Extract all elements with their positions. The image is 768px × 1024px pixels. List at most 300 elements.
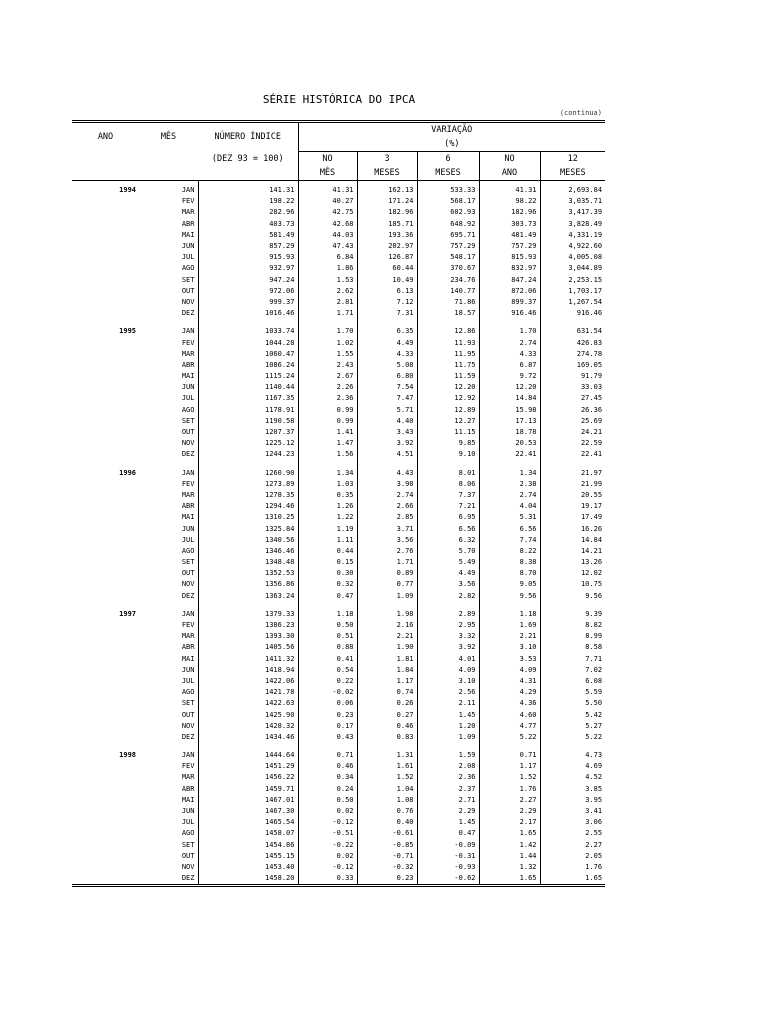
var-3m-cell: 5.08 — [357, 360, 417, 371]
month-cell: AGO — [181, 405, 195, 414]
year-cell: 1997 — [119, 609, 136, 618]
month-cell: MAI — [181, 513, 195, 522]
table-row — [72, 535, 605, 546]
var-year-cell: 757.29 — [479, 241, 540, 252]
var-year-cell: 1.18 — [479, 605, 540, 620]
year-cell — [72, 196, 139, 207]
var-3m-cell: 0.23 — [357, 873, 417, 886]
index-cell: 282.96 — [198, 207, 298, 218]
year-cell — [72, 732, 139, 743]
var-year-cell: 899.37 — [479, 297, 540, 308]
table-row — [72, 851, 605, 862]
year-cell — [72, 490, 139, 501]
var-12m-cell: 5.22 — [540, 732, 605, 743]
table-row — [72, 687, 605, 698]
month-cell: OUT — [181, 710, 195, 719]
index-cell: 1356.86 — [198, 579, 298, 590]
var-6m-cell: 533.33 — [417, 181, 479, 197]
table-row — [72, 405, 605, 416]
var-month-cell: 0.30 — [298, 568, 357, 579]
var-12m-cell: 8.99 — [540, 631, 605, 642]
var-3m-cell: 2.21 — [357, 631, 417, 642]
var-12m-cell: 25.69 — [540, 416, 605, 427]
var-month-cell: 0.17 — [298, 721, 357, 732]
var-year-cell: 2.21 — [479, 631, 540, 642]
var-month-cell: 0.71 — [298, 746, 357, 761]
var-12m-cell: 3.41 — [540, 806, 605, 817]
var-month-cell: 6.84 — [298, 252, 357, 263]
table-row — [72, 605, 605, 620]
var-month-cell: 2.81 — [298, 297, 357, 308]
month-cell: DEZ — [181, 591, 195, 600]
var-month-cell: 2.43 — [298, 360, 357, 371]
year-cell — [72, 360, 139, 371]
var-12m-cell: 8.58 — [540, 642, 605, 653]
var-year-cell: 1.52 — [479, 772, 540, 783]
var-3m-cell: 10.49 — [357, 275, 417, 286]
var-3m-cell: 4.51 — [357, 449, 417, 460]
var-month-cell: 47.43 — [298, 241, 357, 252]
var-6m-cell: 5.70 — [417, 546, 479, 557]
var-year-cell: 872.06 — [479, 286, 540, 297]
table-row — [72, 568, 605, 579]
month-cell: FEV — [181, 762, 195, 771]
var-month-cell: 0.22 — [298, 676, 357, 687]
year-cell — [72, 349, 139, 360]
table-row — [72, 546, 605, 557]
var-year-cell: 1.44 — [479, 851, 540, 862]
var-3m-cell: 3.71 — [357, 523, 417, 534]
var-month-cell: 0.50 — [298, 620, 357, 631]
table-row — [72, 371, 605, 382]
table-row — [72, 263, 605, 274]
var-12m-cell: 631.54 — [540, 322, 605, 337]
var-month-cell: 0.23 — [298, 709, 357, 720]
table-header — [72, 122, 605, 181]
var-year-cell: 481.49 — [479, 230, 540, 241]
var-month-cell: 1.18 — [298, 605, 357, 620]
index-cell: 1418.94 — [198, 665, 298, 676]
var-month-cell: 2.26 — [298, 382, 357, 393]
var-12m-cell: 9.39 — [540, 605, 605, 620]
table-row — [72, 654, 605, 665]
index-cell: 1467.30 — [198, 806, 298, 817]
year-cell — [72, 546, 139, 557]
index-cell: 1190.58 — [198, 416, 298, 427]
var-year-cell: 1.69 — [479, 620, 540, 631]
var-12m-cell: 426.83 — [540, 337, 605, 348]
index-cell: 1340.56 — [198, 535, 298, 546]
var-year-cell: 1.76 — [479, 784, 540, 795]
month-cell: MAI — [181, 795, 195, 804]
table-row — [72, 252, 605, 263]
var-year-cell: 5.22 — [479, 732, 540, 743]
var-3m-cell: 2.76 — [357, 546, 417, 557]
var-month-cell: 41.31 — [298, 181, 357, 197]
var-6m-cell: 12.20 — [417, 382, 479, 393]
month-cell: SET — [181, 416, 195, 425]
var-12m-cell: 26.36 — [540, 405, 605, 416]
var-year-cell: 0.71 — [479, 746, 540, 761]
index-cell: 1411.32 — [198, 654, 298, 665]
var-6m-cell: 12.89 — [417, 405, 479, 416]
var-year-cell: 2.17 — [479, 817, 540, 828]
table-row — [72, 676, 605, 687]
var-6m-cell: 2.71 — [417, 795, 479, 806]
var-6m-cell: 3.56 — [417, 579, 479, 590]
var-12m-cell: 2,253.15 — [540, 275, 605, 286]
var-6m-cell: 4.49 — [417, 568, 479, 579]
var-12m-cell: 21.97 — [540, 464, 605, 479]
year-cell — [72, 416, 139, 427]
var-month-cell: 0.35 — [298, 490, 357, 501]
year-cell — [72, 286, 139, 297]
header-ano: ANO — [72, 122, 139, 152]
var-6m-cell: 370.67 — [417, 263, 479, 274]
index-cell: 1244.23 — [198, 449, 298, 460]
var-month-cell: 0.44 — [298, 546, 357, 557]
index-cell: 1465.54 — [198, 817, 298, 828]
var-6m-cell: 3.32 — [417, 631, 479, 642]
var-3m-cell: 4.40 — [357, 416, 417, 427]
var-3m-cell: 2.85 — [357, 512, 417, 523]
var-month-cell: 42.75 — [298, 207, 357, 218]
table-row — [72, 207, 605, 218]
month-cell: JUN — [181, 807, 195, 816]
var-12m-cell: 22.59 — [540, 438, 605, 449]
month-cell: FEV — [181, 338, 195, 347]
table-row — [72, 337, 605, 348]
year-cell — [72, 405, 139, 416]
table-body — [72, 181, 605, 886]
month-cell: OUT — [181, 286, 195, 295]
var-12m-cell: 10.75 — [540, 579, 605, 590]
var-3m-cell: 171.24 — [357, 196, 417, 207]
var-6m-cell: 1.09 — [417, 732, 479, 743]
month-cell: SET — [181, 558, 195, 567]
var-12m-cell: 3,828.49 — [540, 219, 605, 230]
var-year-cell: 847.24 — [479, 275, 540, 286]
index-cell: 1278.35 — [198, 490, 298, 501]
var-12m-cell: 2.55 — [540, 828, 605, 839]
index-cell: 1458.07 — [198, 828, 298, 839]
var-month-cell: 1.56 — [298, 449, 357, 460]
var-year-cell: 8.70 — [479, 568, 540, 579]
var-3m-cell: 1.52 — [357, 772, 417, 783]
index-cell: 1451.29 — [198, 761, 298, 772]
month-cell: ABR — [181, 360, 195, 369]
table-row — [72, 620, 605, 631]
var-6m-cell: 2.08 — [417, 761, 479, 772]
index-cell: 1225.12 — [198, 438, 298, 449]
var-month-cell: 0.99 — [298, 416, 357, 427]
index-cell: 999.37 — [198, 297, 298, 308]
var-6m-cell: 2.11 — [417, 698, 479, 709]
var-6m-cell: 3.10 — [417, 676, 479, 687]
var-6m-cell: 9.85 — [417, 438, 479, 449]
month-cell: MAI — [181, 372, 195, 381]
var-3m-cell: 162.13 — [357, 181, 417, 197]
var-year-cell: 17.13 — [479, 416, 540, 427]
index-cell: 1455.15 — [198, 851, 298, 862]
var-3m-cell: 7.12 — [357, 297, 417, 308]
var-6m-cell: 1.59 — [417, 746, 479, 761]
index-cell: 1363.24 — [198, 591, 298, 602]
var-6m-cell: 2.37 — [417, 784, 479, 795]
month-cell: JUL — [181, 253, 195, 262]
var-6m-cell: 4.01 — [417, 654, 479, 665]
var-month-cell: 0.54 — [298, 665, 357, 676]
table-row — [72, 784, 605, 795]
index-cell: 1260.90 — [198, 464, 298, 479]
var-3m-cell: 0.46 — [357, 721, 417, 732]
var-6m-cell: 140.77 — [417, 286, 479, 297]
index-cell: 1444.64 — [198, 746, 298, 761]
month-cell: DEZ — [181, 309, 195, 318]
var-12m-cell: 3,044.89 — [540, 263, 605, 274]
table-row — [72, 579, 605, 590]
var-month-cell: 0.02 — [298, 806, 357, 817]
year-cell — [72, 337, 139, 348]
var-year-cell: 1.65 — [479, 873, 540, 886]
var-3m-cell: 1.81 — [357, 654, 417, 665]
month-cell: NOV — [181, 721, 195, 730]
year-cell — [72, 772, 139, 783]
month-cell: JUL — [181, 535, 195, 544]
year-cell — [72, 828, 139, 839]
month-cell: JAN — [181, 186, 195, 195]
var-year-cell: 815.93 — [479, 252, 540, 263]
var-month-cell: -0.12 — [298, 817, 357, 828]
index-cell: 1167.35 — [198, 393, 298, 404]
table-row — [72, 557, 605, 568]
var-12m-cell: 4.52 — [540, 772, 605, 783]
var-3m-cell: -0.71 — [357, 851, 417, 862]
month-cell: JUN — [181, 383, 195, 392]
year-cell — [72, 535, 139, 546]
index-cell: 1346.46 — [198, 546, 298, 557]
var-month-cell: 0.02 — [298, 851, 357, 862]
var-12m-cell: 5.59 — [540, 687, 605, 698]
index-cell: 1044.28 — [198, 337, 298, 348]
var-6m-cell: 6.32 — [417, 535, 479, 546]
var-3m-cell: 0.74 — [357, 687, 417, 698]
var-3m-cell: 3.56 — [357, 535, 417, 546]
index-cell: 1458.20 — [198, 873, 298, 886]
var-3m-cell: 60.44 — [357, 263, 417, 274]
var-12m-cell: 12.02 — [540, 568, 605, 579]
index-cell: 1422.63 — [198, 698, 298, 709]
var-3m-cell: 1.17 — [357, 676, 417, 687]
var-6m-cell: 1.45 — [417, 709, 479, 720]
var-month-cell: 1.03 — [298, 479, 357, 490]
index-cell: 932.97 — [198, 263, 298, 274]
year-cell — [72, 784, 139, 795]
index-cell: 1405.56 — [198, 642, 298, 653]
month-cell: MAR — [181, 208, 195, 217]
var-month-cell: 0.34 — [298, 772, 357, 783]
var-6m-cell: -0.93 — [417, 862, 479, 873]
month-cell: JUL — [181, 676, 195, 685]
index-cell: 915.93 — [198, 252, 298, 263]
var-12m-cell: 169.05 — [540, 360, 605, 371]
var-12m-cell: 17.49 — [540, 512, 605, 523]
var-6m-cell: 1.45 — [417, 817, 479, 828]
table-row — [72, 665, 605, 676]
var-3m-cell: 4.49 — [357, 337, 417, 348]
month-cell: AGO — [181, 688, 195, 697]
var-6m-cell: 548.17 — [417, 252, 479, 263]
var-6m-cell: 12.86 — [417, 322, 479, 337]
var-3m-cell: 1.84 — [357, 665, 417, 676]
month-cell: SET — [181, 699, 195, 708]
var-3m-cell: 1.71 — [357, 557, 417, 568]
month-cell: SET — [181, 840, 195, 849]
month-cell: FEV — [181, 621, 195, 630]
month-cell: JAN — [181, 751, 195, 760]
var-3m-cell: 1.98 — [357, 605, 417, 620]
var-6m-cell: 568.17 — [417, 196, 479, 207]
table-row — [72, 862, 605, 873]
var-6m-cell: 18.57 — [417, 308, 479, 319]
var-12m-cell: 2.05 — [540, 851, 605, 862]
month-cell: AGO — [181, 264, 195, 273]
var-12m-cell: 1,703.17 — [540, 286, 605, 297]
var-month-cell: 0.46 — [298, 761, 357, 772]
var-year-cell: 4.33 — [479, 349, 540, 360]
var-year-cell: 4.04 — [479, 501, 540, 512]
index-cell: 141.31 — [198, 181, 298, 197]
year-cell — [72, 382, 139, 393]
var-year-cell: 303.73 — [479, 219, 540, 230]
index-cell: 1115.24 — [198, 371, 298, 382]
year-cell — [72, 479, 139, 490]
month-cell: JUL — [181, 818, 195, 827]
var-year-cell: 7.74 — [479, 535, 540, 546]
var-6m-cell: -0.31 — [417, 851, 479, 862]
var-3m-cell: 6.35 — [357, 322, 417, 337]
var-12m-cell: 3.95 — [540, 795, 605, 806]
year-cell: 1995 — [119, 327, 136, 336]
table-row — [72, 591, 605, 602]
table-row — [72, 772, 605, 783]
var-month-cell: 2.62 — [298, 286, 357, 297]
index-cell: 1421.78 — [198, 687, 298, 698]
month-cell: OUT — [181, 569, 195, 578]
var-month-cell: 0.41 — [298, 654, 357, 665]
header-6: 6 — [417, 152, 479, 167]
table-row — [72, 393, 605, 404]
table-row — [72, 721, 605, 732]
month-cell: MAR — [181, 490, 195, 499]
year-cell — [72, 620, 139, 631]
var-year-cell: 1.70 — [479, 322, 540, 337]
var-3m-cell: 6.80 — [357, 371, 417, 382]
table-row — [72, 840, 605, 851]
index-cell: 1467.01 — [198, 795, 298, 806]
var-month-cell: 0.24 — [298, 784, 357, 795]
year-cell — [72, 438, 139, 449]
month-cell: JUN — [181, 524, 195, 533]
var-month-cell: 0.06 — [298, 698, 357, 709]
month-cell: MAI — [181, 230, 195, 239]
var-3m-cell: 4.43 — [357, 464, 417, 479]
var-12m-cell: 91.79 — [540, 371, 605, 382]
year-cell — [72, 687, 139, 698]
var-3m-cell: 7.54 — [357, 382, 417, 393]
var-12m-cell: 6.08 — [540, 676, 605, 687]
var-month-cell: 0.51 — [298, 631, 357, 642]
table-row — [72, 631, 605, 642]
index-cell: 1178.91 — [198, 405, 298, 416]
var-3m-cell: 2.16 — [357, 620, 417, 631]
index-cell: 1454.86 — [198, 840, 298, 851]
index-cell: 1140.44 — [198, 382, 298, 393]
var-12m-cell: 33.03 — [540, 382, 605, 393]
index-cell: 1294.46 — [198, 501, 298, 512]
var-3m-cell: 126.87 — [357, 252, 417, 263]
index-cell: 1393.30 — [198, 631, 298, 642]
var-12m-cell: 21.99 — [540, 479, 605, 490]
var-12m-cell: 1.65 — [540, 873, 605, 886]
table-row — [72, 642, 605, 653]
table-row — [72, 806, 605, 817]
var-12m-cell: 13.26 — [540, 557, 605, 568]
index-cell: 1086.24 — [198, 360, 298, 371]
var-3m-cell: 1.08 — [357, 795, 417, 806]
var-6m-cell: 0.47 — [417, 828, 479, 839]
var-month-cell: 1.11 — [298, 535, 357, 546]
year-cell — [72, 523, 139, 534]
year-cell — [72, 207, 139, 218]
year-cell — [72, 557, 139, 568]
var-month-cell: 1.55 — [298, 349, 357, 360]
var-12m-cell: 2,693.84 — [540, 181, 605, 197]
var-3m-cell: 0.40 — [357, 817, 417, 828]
index-cell: 1453.40 — [198, 862, 298, 873]
year-cell — [72, 449, 139, 460]
var-6m-cell: -0.09 — [417, 840, 479, 851]
year-cell — [72, 308, 139, 319]
var-3m-cell: 1.61 — [357, 761, 417, 772]
month-cell: MAI — [181, 654, 195, 663]
month-cell: SET — [181, 275, 195, 284]
var-year-cell: 8.38 — [479, 557, 540, 568]
var-12m-cell: 16.26 — [540, 523, 605, 534]
month-cell: NOV — [181, 439, 195, 448]
var-3m-cell: 6.13 — [357, 286, 417, 297]
var-3m-cell: 185.71 — [357, 219, 417, 230]
var-month-cell: -0.02 — [298, 687, 357, 698]
var-month-cell: 1.34 — [298, 464, 357, 479]
month-cell: NOV — [181, 297, 195, 306]
var-year-cell: 1.65 — [479, 828, 540, 839]
year-cell — [72, 817, 139, 828]
var-year-cell: 6.56 — [479, 523, 540, 534]
table-row — [72, 761, 605, 772]
table-row — [72, 746, 605, 761]
month-cell: JAN — [181, 609, 195, 618]
var-6m-cell: 6.56 — [417, 523, 479, 534]
var-year-cell: 9.72 — [479, 371, 540, 382]
year-cell — [72, 263, 139, 274]
var-3m-cell: 1.90 — [357, 642, 417, 653]
index-cell: 581.49 — [198, 230, 298, 241]
index-cell: 1428.32 — [198, 721, 298, 732]
year-cell — [72, 840, 139, 851]
table-row — [72, 828, 605, 839]
var-6m-cell: 11.59 — [417, 371, 479, 382]
